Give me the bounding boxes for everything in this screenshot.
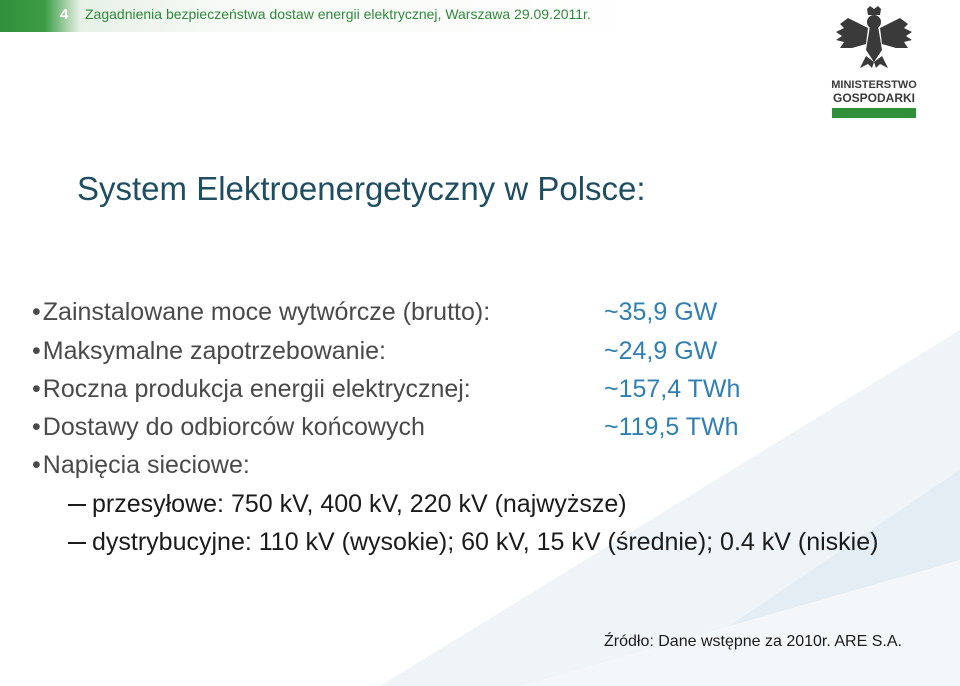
logo-underline (832, 108, 916, 118)
slide-title: System Elektroenergetyczny w Polsce: (77, 170, 646, 207)
voltage-sub-transmission: przesyłowe: 750 kV, 400 kV, 220 kV (najwyższe) (68, 490, 627, 519)
stat-value-deliveries: ~119,5 TWh (604, 413, 739, 441)
voltages-label: Napięcia sieciowe: (42, 451, 250, 479)
stat-value-production: ~157,4 TWh (604, 375, 741, 403)
logo-line2: GOSPODARKI (832, 91, 916, 105)
stat-label: Roczna produkcja energii elektrycznej: (42, 375, 471, 403)
voltages-row: •Napięcia sieciowe: (32, 451, 250, 479)
stat-row-production: •Roczna produkcja energii elektrycznej: (32, 375, 471, 403)
slide-number: 4 (60, 6, 69, 23)
ministry-logo (826, 6, 922, 122)
stat-row-installed: •Zainstalowane moce wytwórcze (brutto): (32, 298, 491, 326)
stat-row-deliveries: •Dostawy do odbiorców końcowych (32, 413, 425, 441)
header-text: Zagadnienia bezpieczeństwa dostaw energii elektrycznej, Warszawa 29.09.2011r. (85, 6, 591, 22)
stat-label: Dostawy do odbiorców końcowych (42, 413, 425, 441)
stat-label: Zainstalowane moce wytwórcze (brutto): (42, 298, 491, 326)
stat-value-installed: ~35,9 GW (604, 298, 718, 326)
dash-marker (68, 504, 86, 506)
logo-line1: MINISTERSTWO (831, 79, 917, 91)
stat-label: Maksymalne zapotrzebowanie: (42, 337, 386, 365)
eagle-emblem-icon (836, 6, 912, 68)
dash-marker (68, 542, 86, 544)
stat-value-max-demand: ~24,9 GW (604, 337, 718, 365)
voltage-sub-distribution: dystrybucyjne: 110 kV (wysokie); 60 kV, 15 kV (średnie); 0.4 kV (niskie) (68, 528, 878, 557)
source-note: Źródło: Dane wstępne za 2010r. ARE S.A. (604, 633, 902, 650)
stat-row-max-demand: •Maksymalne zapotrzebowanie: (32, 337, 386, 365)
